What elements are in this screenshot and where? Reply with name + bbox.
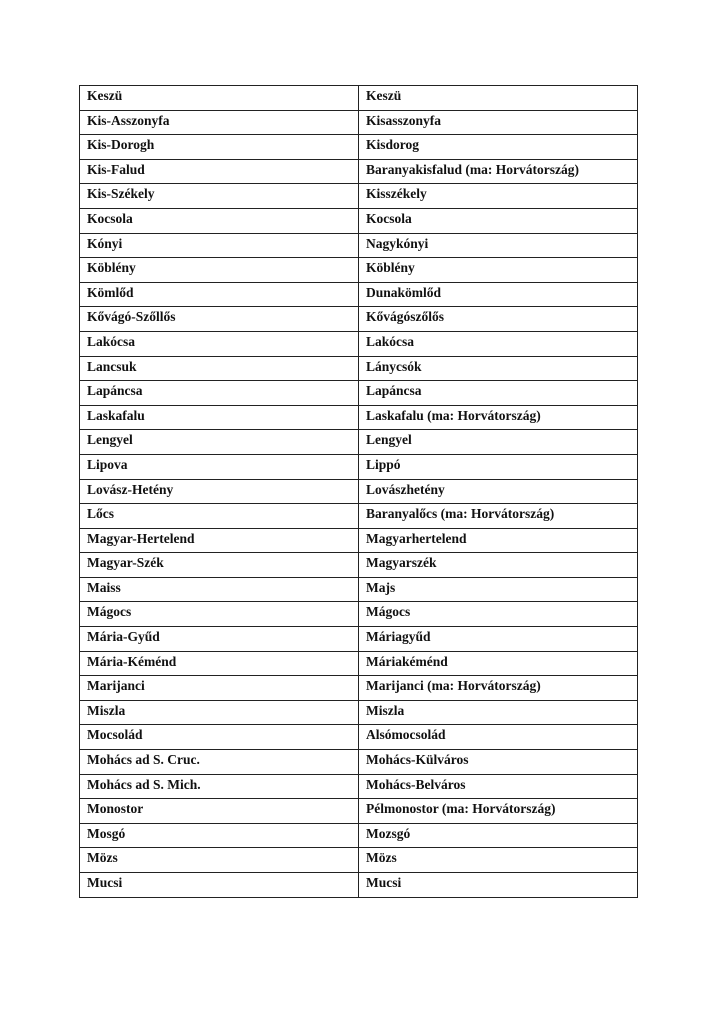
modern-name-cell: Lánycsók	[359, 356, 638, 381]
historical-name-cell: Lovász-Hetény	[80, 479, 359, 504]
historical-name-cell: Magyar-Szék	[80, 553, 359, 578]
modern-name-cell: Keszü	[359, 86, 638, 111]
table-row	[80, 823, 638, 848]
table-row	[80, 750, 638, 775]
historical-name-cell: Lancsuk	[80, 356, 359, 381]
historical-name-cell: Köblény	[80, 258, 359, 283]
table-row	[80, 627, 638, 652]
historical-name-cell: Lipova	[80, 454, 359, 479]
table-row	[80, 331, 638, 356]
modern-name-cell: Pélmonostor (ma: Horvátország)	[359, 799, 638, 824]
table-row	[80, 430, 638, 455]
modern-name-cell: Lovászhetény	[359, 479, 638, 504]
modern-name-cell: Mucsi	[359, 873, 638, 898]
modern-name-cell: Lakócsa	[359, 331, 638, 356]
historical-name-cell: Mohács ad S. Mich.	[80, 774, 359, 799]
table-row	[80, 577, 638, 602]
table-row	[80, 159, 638, 184]
table-row	[80, 602, 638, 627]
modern-name-cell: Mohács-Külváros	[359, 750, 638, 775]
historical-name-cell: Mocsolád	[80, 725, 359, 750]
modern-name-cell: Alsómocsolád	[359, 725, 638, 750]
modern-name-cell: Kocsola	[359, 208, 638, 233]
modern-name-cell: Mozsgó	[359, 823, 638, 848]
table-row	[80, 553, 638, 578]
historical-name-cell: Mucsi	[80, 873, 359, 898]
modern-name-cell: Baranyalőcs (ma: Horvátország)	[359, 504, 638, 529]
table-row	[80, 356, 638, 381]
historical-name-cell: Mágocs	[80, 602, 359, 627]
historical-name-cell: Miszla	[80, 700, 359, 725]
table-row	[80, 381, 638, 406]
modern-name-cell: Mözs	[359, 848, 638, 873]
modern-name-cell: Magyarszék	[359, 553, 638, 578]
modern-name-cell: Magyarhertelend	[359, 528, 638, 553]
place-names-table-body	[80, 86, 638, 898]
table-row	[80, 307, 638, 332]
modern-name-cell: Dunakömlőd	[359, 282, 638, 307]
table-row	[80, 282, 638, 307]
table-row	[80, 110, 638, 135]
historical-name-cell: Kónyi	[80, 233, 359, 258]
modern-name-cell: Máriakéménd	[359, 651, 638, 676]
modern-name-cell: Laskafalu (ma: Horvátország)	[359, 405, 638, 430]
historical-name-cell: Kömlőd	[80, 282, 359, 307]
modern-name-cell: Mohács-Belváros	[359, 774, 638, 799]
table-row	[80, 135, 638, 160]
historical-name-cell: Keszü	[80, 86, 359, 111]
table-row	[80, 479, 638, 504]
modern-name-cell: Kisasszonyfa	[359, 110, 638, 135]
historical-name-cell: Monostor	[80, 799, 359, 824]
historical-name-cell: Marijanci	[80, 676, 359, 701]
table-row	[80, 676, 638, 701]
modern-name-cell: Baranyakisfalud (ma: Horvátország)	[359, 159, 638, 184]
historical-name-cell: Maiss	[80, 577, 359, 602]
historical-name-cell: Mözs	[80, 848, 359, 873]
modern-name-cell: Köblény	[359, 258, 638, 283]
historical-name-cell: Lakócsa	[80, 331, 359, 356]
modern-name-cell: Nagykónyi	[359, 233, 638, 258]
historical-name-cell: Kis-Asszonyfa	[80, 110, 359, 135]
historical-name-cell: Magyar-Hertelend	[80, 528, 359, 553]
table-row	[80, 504, 638, 529]
historical-name-cell: Mária-Gyűd	[80, 627, 359, 652]
table-row	[80, 651, 638, 676]
modern-name-cell: Kisdorog	[359, 135, 638, 160]
table-row	[80, 873, 638, 898]
table-row	[80, 799, 638, 824]
historical-name-cell: Lengyel	[80, 430, 359, 455]
table-row	[80, 184, 638, 209]
historical-name-cell: Mosgó	[80, 823, 359, 848]
modern-name-cell: Majs	[359, 577, 638, 602]
historical-name-cell: Kis-Székely	[80, 184, 359, 209]
table-row	[80, 774, 638, 799]
historical-name-cell: Kővágó-Szőllős	[80, 307, 359, 332]
table-row	[80, 405, 638, 430]
table-row	[80, 725, 638, 750]
table-row	[80, 528, 638, 553]
historical-name-cell: Kocsola	[80, 208, 359, 233]
modern-name-cell: Mágocs	[359, 602, 638, 627]
historical-name-cell: Lapáncsa	[80, 381, 359, 406]
historical-name-cell: Laskafalu	[80, 405, 359, 430]
modern-name-cell: Lapáncsa	[359, 381, 638, 406]
historical-name-cell: Mohács ad S. Cruc.	[80, 750, 359, 775]
table-row	[80, 700, 638, 725]
historical-name-cell: Lőcs	[80, 504, 359, 529]
table-row	[80, 848, 638, 873]
modern-name-cell: Miszla	[359, 700, 638, 725]
modern-name-cell: Lippó	[359, 454, 638, 479]
table-row	[80, 454, 638, 479]
modern-name-cell: Kisszékely	[359, 184, 638, 209]
historical-name-cell: Kis-Dorogh	[80, 135, 359, 160]
historical-name-cell: Kis-Falud	[80, 159, 359, 184]
modern-name-cell: Marijanci (ma: Horvátország)	[359, 676, 638, 701]
table-row	[80, 86, 638, 111]
table-row	[80, 233, 638, 258]
table-row	[80, 208, 638, 233]
historical-name-cell: Mária-Kéménd	[80, 651, 359, 676]
modern-name-cell: Máriagyűd	[359, 627, 638, 652]
place-names-table	[79, 85, 638, 898]
table-row	[80, 258, 638, 283]
modern-name-cell: Lengyel	[359, 430, 638, 455]
modern-name-cell: Kővágószőlős	[359, 307, 638, 332]
